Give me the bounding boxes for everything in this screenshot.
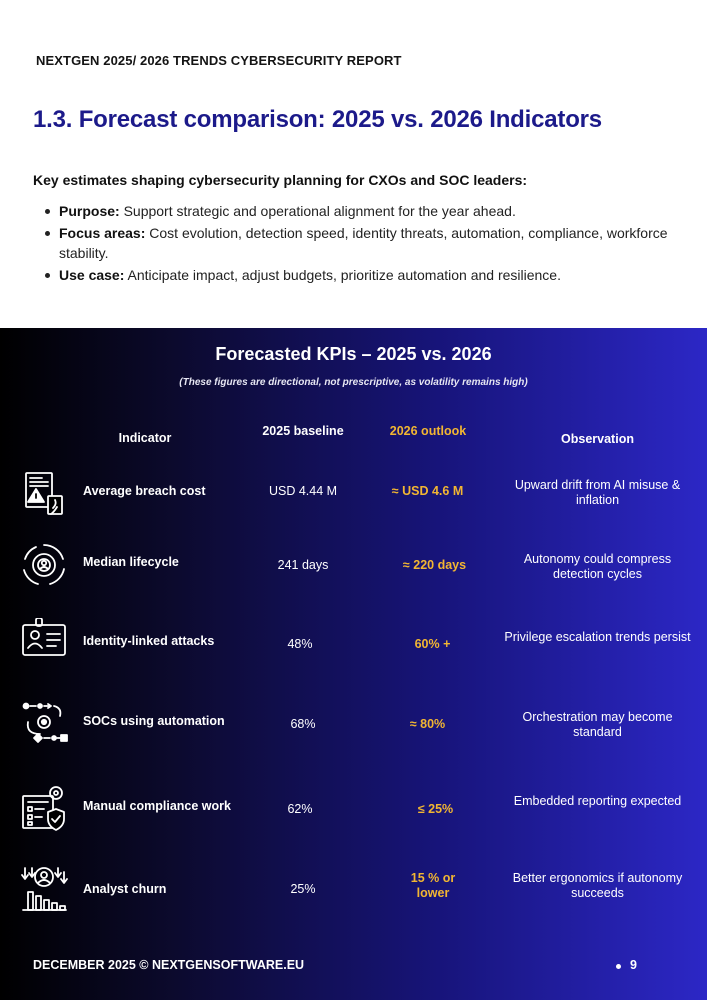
footer-copyright: DECEMBER 2025 © NEXTGENSOFTWARE.EU — [33, 958, 305, 972]
indicator-name: Analyst churn — [83, 882, 167, 896]
lifecycle-gear-icon — [20, 541, 68, 589]
header-2025-baseline: 2025 baseline — [262, 424, 344, 438]
bullet-text: Anticipate impact, adjust budgets, prioritize automation and resilience. — [124, 267, 561, 283]
footer-bullet — [616, 964, 621, 969]
table-row — [0, 784, 707, 844]
indicator-name: Average breach cost — [83, 484, 206, 498]
baseline-value: 62% — [287, 802, 313, 816]
bullet-list — [44, 201, 674, 287]
bullet-label: Purpose: — [59, 203, 120, 219]
baseline-value: 25% — [290, 882, 316, 896]
panel-title: Forecasted KPIs – 2025 vs. 2026 — [215, 344, 492, 364]
observation-text: Upward drift from AI misuse & inflation — [514, 478, 681, 507]
report-header: NEXTGEN 2025/ 2026 TRENDS CYBERSECURITY REPORT — [36, 53, 402, 68]
baseline-value: USD 4.44 M — [268, 484, 338, 498]
bullet-use-case — [44, 265, 674, 285]
section-title: 1.3. Forecast comparison: 2025 vs. 2026 Indicators — [33, 106, 602, 133]
table-row — [0, 700, 707, 760]
breach-report-icon — [20, 470, 68, 518]
automation-flow-icon — [20, 700, 68, 748]
observation-text: Orchestration may become standard — [522, 710, 673, 739]
outlook-value: 15 % or lower — [410, 871, 456, 900]
analyst-churn-icon — [20, 866, 68, 914]
header-observation: Observation — [561, 432, 634, 446]
indicator-name: Manual compliance work — [83, 799, 231, 813]
outlook-value: 60% + — [414, 637, 451, 651]
outlook-value: ≤ 25% — [417, 802, 454, 816]
report-page-top — [0, 0, 707, 328]
observation-text: Embedded reporting expected — [513, 794, 682, 808]
outlook-value: ≈ 220 days — [402, 558, 467, 572]
table-row — [0, 618, 707, 678]
page-number: 9 — [630, 958, 637, 972]
kpi-panel — [0, 328, 707, 1000]
baseline-value: 241 days — [277, 558, 329, 572]
bullet-label: Focus areas: — [59, 225, 146, 241]
bullet-focus-areas — [44, 223, 674, 263]
bullet-text: Cost evolution, detection speed, identity threats, automation, compliance, workforce stability. — [59, 225, 668, 261]
indicator-name: SOCs using automation — [83, 714, 225, 728]
baseline-value: 48% — [287, 637, 313, 651]
header-indicator: Indicator — [118, 431, 172, 445]
id-badge-icon — [20, 618, 68, 666]
indicator-name: Median lifecycle — [83, 555, 179, 569]
compliance-checklist-icon — [20, 784, 68, 832]
observation-text: Privilege escalation trends persist — [504, 630, 691, 644]
table-row — [0, 541, 707, 601]
observation-text: Better ergonomics if autonomy succeeds — [512, 871, 683, 900]
table-row — [0, 470, 707, 530]
bullet-label: Use case: — [59, 267, 125, 283]
bullet-text: Support strategic and operational alignment for the year ahead. — [119, 203, 516, 219]
section-intro: Key estimates shaping cybersecurity planning for CXOs and SOC leaders: — [33, 172, 528, 188]
baseline-value: 68% — [290, 717, 316, 731]
indicator-name: Identity-linked attacks — [83, 634, 215, 648]
outlook-value: ≈ USD 4.6 M — [391, 484, 464, 498]
panel-subtitle: (These figures are directional, not prescriptive, as volatility remains high) — [179, 377, 528, 388]
observation-text: Autonomy could compress detection cycles — [523, 552, 672, 581]
bullet-purpose — [44, 201, 674, 221]
outlook-value: ≈ 80% — [409, 717, 446, 731]
header-2026-outlook: 2026 outlook — [389, 424, 467, 438]
table-row — [0, 866, 707, 926]
